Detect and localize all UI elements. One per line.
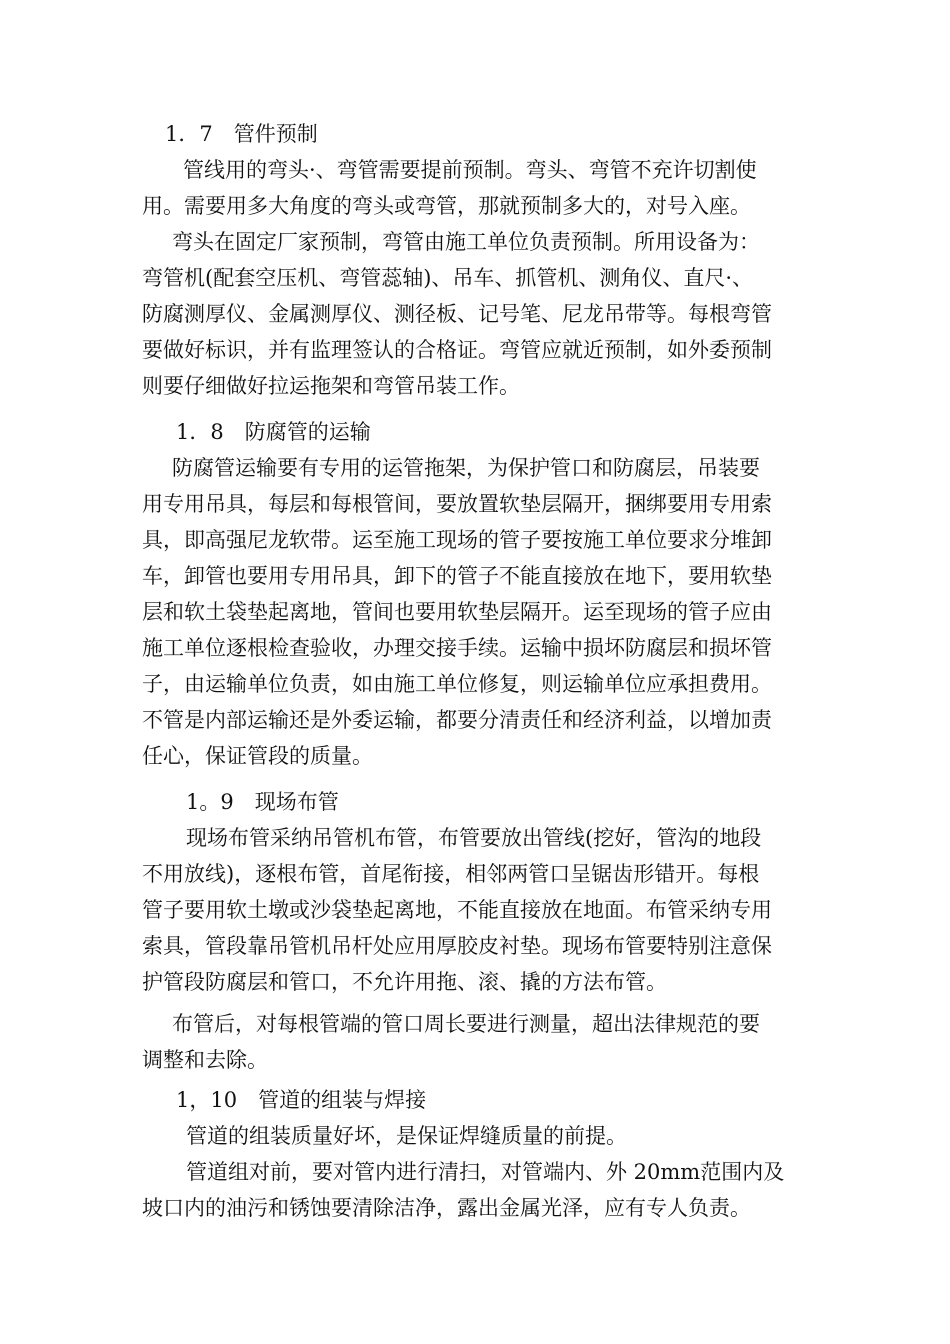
section-heading-1-10: 1，10 管道的组装与焊接 — [176, 1088, 427, 1112]
paragraph-line: 防腐管运输要有专用的运管拖架，为保护管口和防腐层，吊装要 — [172, 456, 760, 480]
paragraph-line: 管线用的弯头·、弯管需要提前预制。弯头、弯管不充许切割使 — [183, 158, 757, 182]
paragraph-line: 管道组对前，要对管内进行清扫，对管端内、外 20mm范围内及 — [186, 1160, 785, 1184]
section-heading-1-8: 1．8 防腐管的运输 — [176, 420, 371, 444]
section-heading-1-9: 1。9 现场布管 — [186, 790, 339, 814]
paragraph-line: 子，由运输单位负责，如由施工单位修复，则运输单位应承担费用。 — [142, 672, 772, 696]
paragraph-line: 则要仔细做好拉运拖架和弯管吊装工作。 — [142, 374, 520, 398]
paragraph-line: 层和软土袋垫起离地，管间也要用软垫层隔开。运至现场的管子应由 — [142, 600, 772, 624]
paragraph-line: 车，卸管也要用专用吊具，卸下的管子不能直接放在地下，要用软垫 — [142, 564, 772, 588]
paragraph-line: 防腐测厚仪、金属测厚仪、测径板、记号笔、尼龙吊带等。每根弯管 — [142, 302, 772, 326]
paragraph-line: 不用放线)，逐根布管，首尾衔接，相邻两管口呈锯齿形错开。每根 — [142, 862, 760, 886]
paragraph-line: 布管后，对每根管端的管口周长要进行测量，超出法律规范的要 — [172, 1012, 760, 1036]
paragraph-line: 施工单位逐根检查验收，办理交接手续。运输中损坏防腐层和损坏管 — [142, 636, 772, 660]
paragraph-line: 坡口内的油污和锈蚀要清除洁净，露出金属光泽，应有专人负责。 — [142, 1196, 751, 1220]
paragraph-line: 管子要用软土墩或沙袋垫起离地，不能直接放在地面。布管采纳专用 — [142, 898, 772, 922]
paragraph-line: 弯管机(配套空压机、弯管蕊轴)、吊车、抓管机、测角仪、直尺·、 — [142, 266, 754, 290]
paragraph-line: 用。需要用多大角度的弯头或弯管，那就预制多大的，对号入座。 — [142, 194, 751, 218]
paragraph-line: 任心，保证管段的质量。 — [142, 744, 373, 768]
paragraph-line: 用专用吊具，每层和每根管间，要放置软垫层隔开，捆绑要用专用索 — [142, 492, 772, 516]
section-heading-1-7: 1．7 管件预制 — [165, 122, 318, 146]
paragraph-line: 具，即高强尼龙软带。运至施工现场的管子要按施工单位要求分堆卸 — [142, 528, 772, 552]
paragraph-line: 护管段防腐层和管口，不允许用拖、滚、撬的方法布管。 — [142, 970, 667, 994]
paragraph-line: 现场布管采纳吊管机布管，布管要放出管线(挖好，管沟的地段 — [186, 826, 762, 850]
paragraph-line: 管道的组装质量好坏，是保证焊缝质量的前提。 — [186, 1124, 627, 1148]
paragraph-line: 调整和去除。 — [142, 1048, 268, 1072]
paragraph-line: 索具，管段靠吊管机吊杆处应用厚胶皮衬垫。现场布管要特别注意保 — [142, 934, 772, 958]
paragraph-line: 弯头在固定厂家预制，弯管由施工单位负责预制。所用设备为： — [172, 230, 760, 254]
paragraph-line: 要做好标识，并有监理签认的合格证。弯管应就近预制，如外委预制 — [142, 338, 772, 362]
paragraph-line: 不管是内部运输还是外委运输，都要分清责任和经济利益，以增加责 — [142, 708, 772, 732]
